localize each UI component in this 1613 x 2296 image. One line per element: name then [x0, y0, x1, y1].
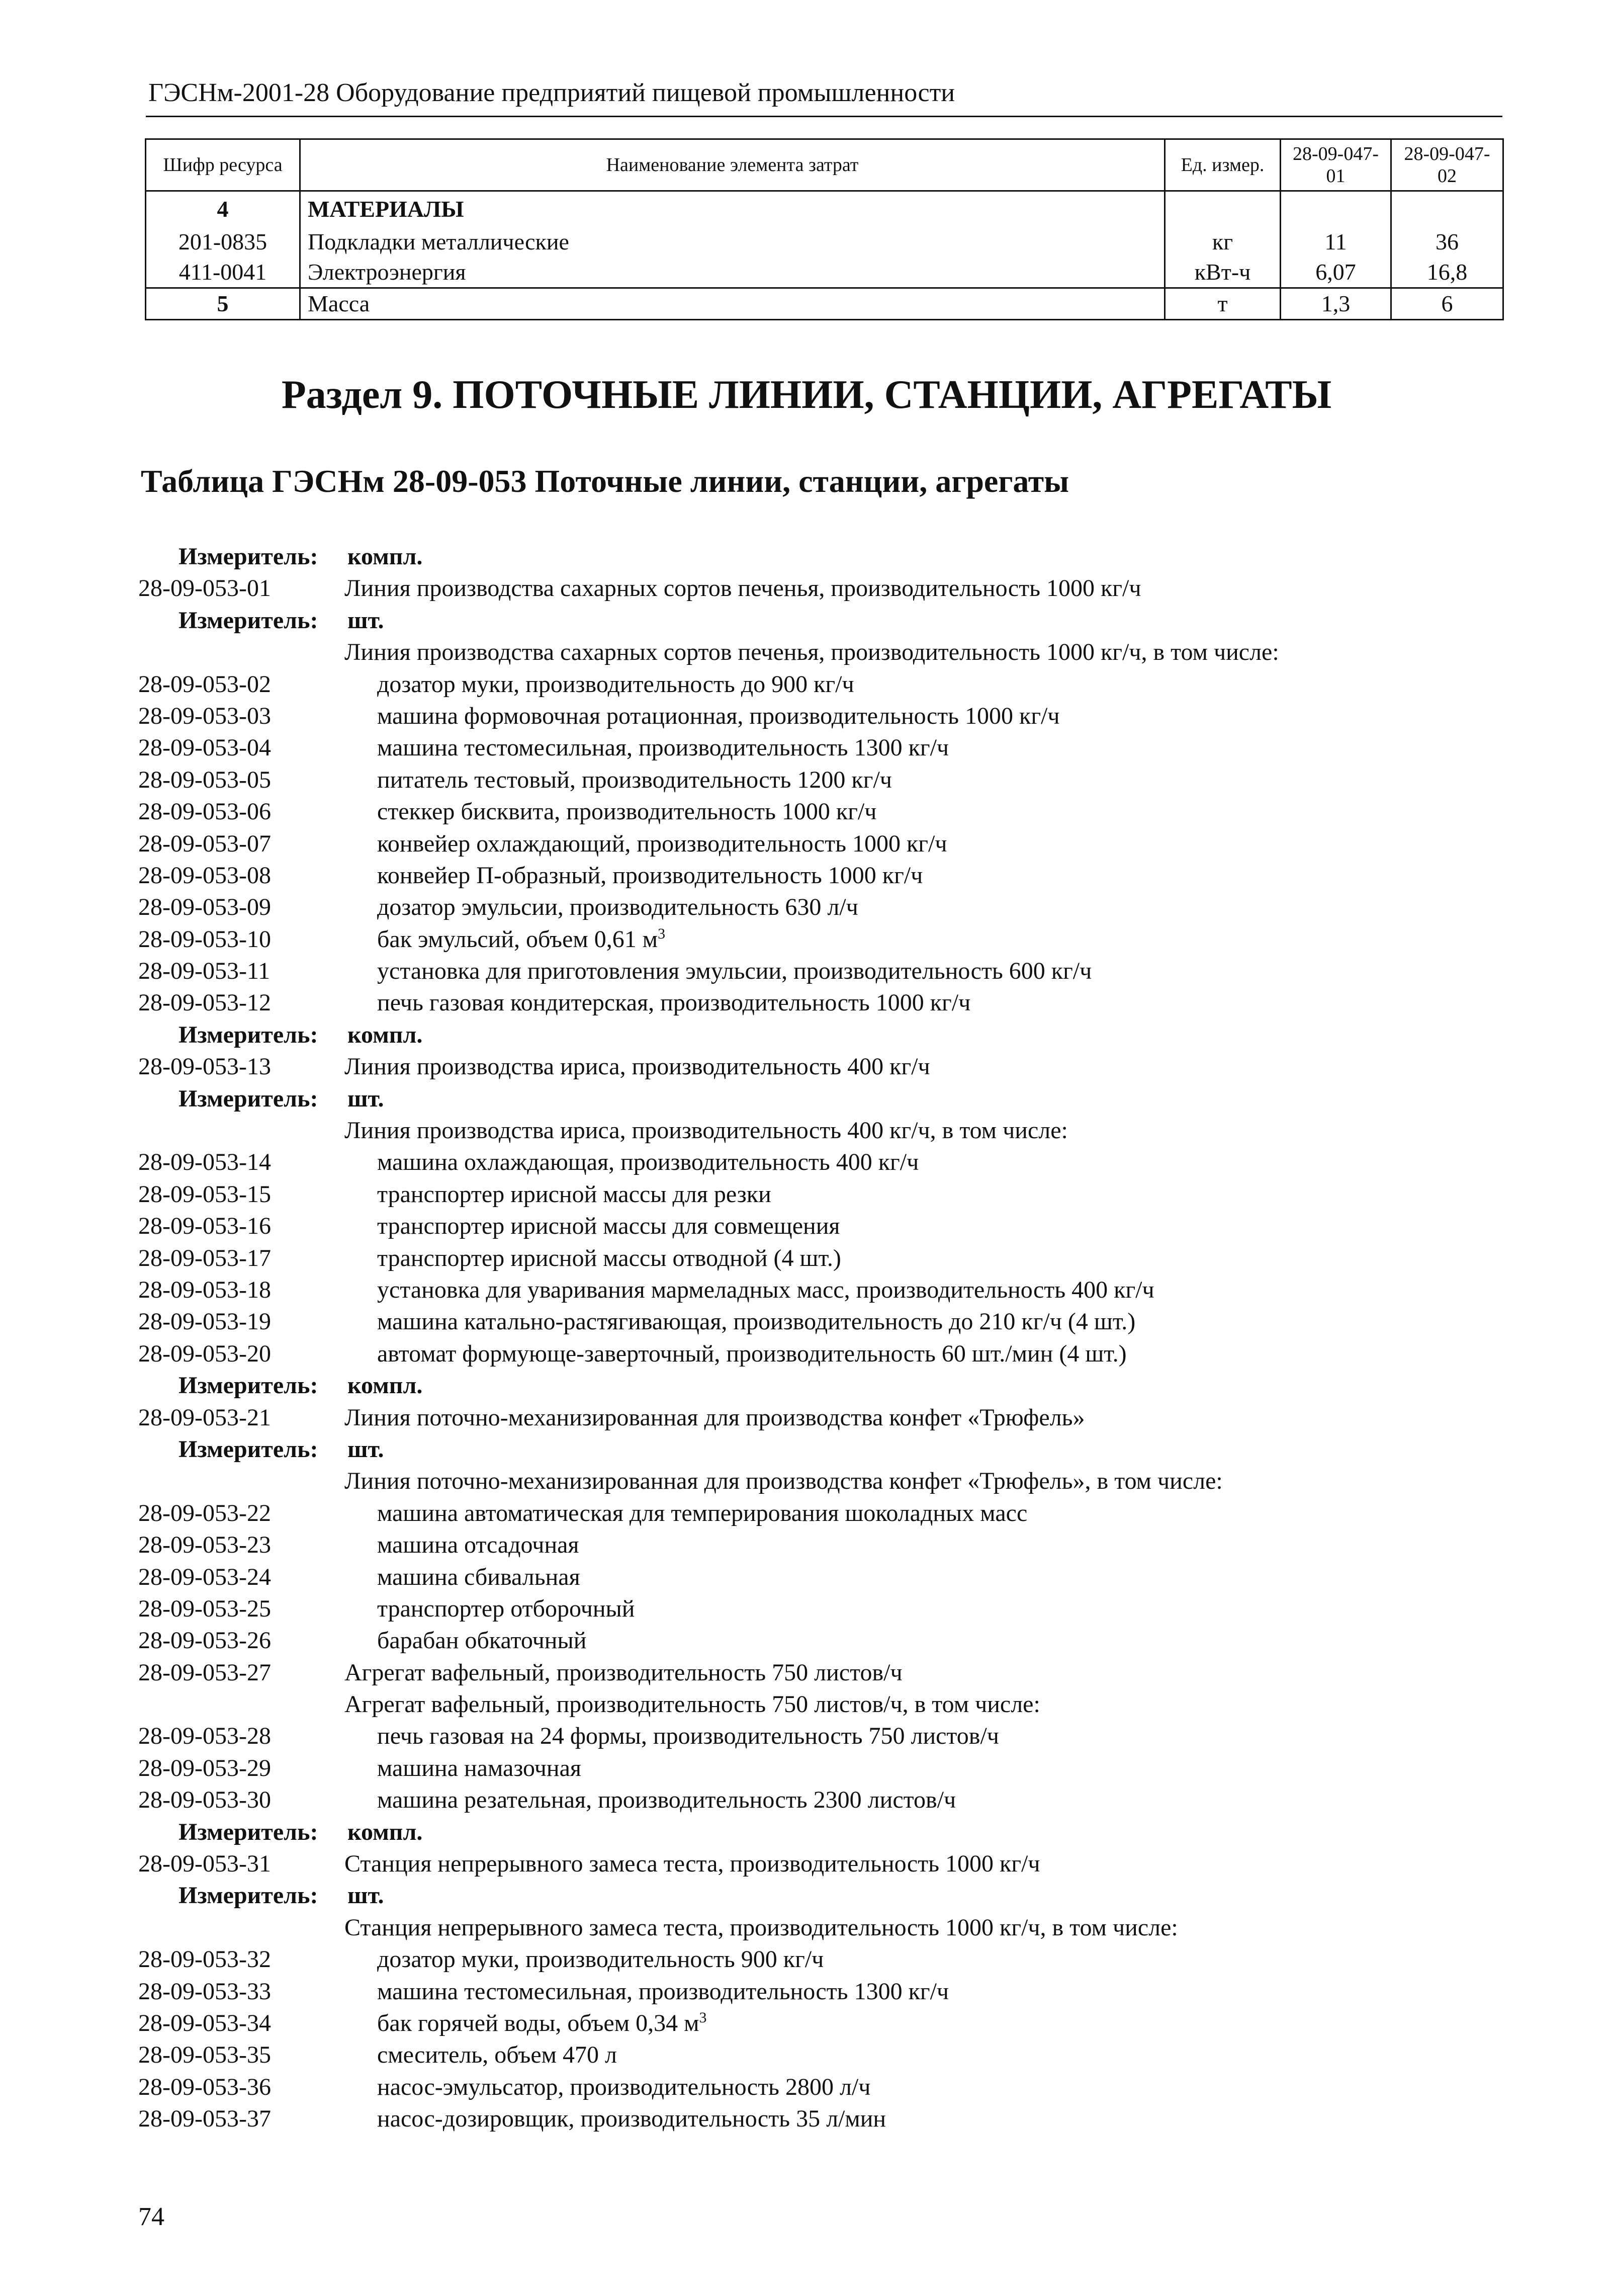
item-code: 28-09-053-35 — [138, 2042, 271, 2069]
list-item — [138, 1593, 1516, 1625]
measure-value: шт. — [347, 607, 384, 634]
measure-row — [138, 1816, 1516, 1848]
group-row — [138, 1465, 1516, 1497]
item-code: 28-09-053-37 — [138, 2105, 271, 2133]
item-name — [344, 1848, 1040, 1880]
list-item — [138, 1306, 1516, 1337]
measure-row — [138, 1433, 1516, 1465]
unit-superscript: 3 — [699, 2009, 707, 2026]
list-item — [138, 1720, 1516, 1752]
item-name — [344, 572, 1141, 604]
list-item — [138, 1051, 1516, 1082]
item-name — [377, 1529, 579, 1561]
item-name — [344, 1115, 1068, 1146]
item-code: 28-09-053-04 — [138, 734, 271, 761]
unit-superscript: 3 — [658, 925, 666, 942]
measure-value: компл. — [347, 1818, 423, 1845]
list-item — [138, 2103, 1516, 2135]
list-item — [138, 1848, 1516, 1880]
item-name-text: транспортер ирисной массы для резки — [377, 1180, 771, 1208]
measure-label: Измеритель: — [178, 1021, 318, 1048]
item-name-text: машина катально-растягивающая, производительность до 210 кг/ч (4 шт.) — [377, 1308, 1136, 1335]
measure-value: компл. — [347, 1372, 423, 1399]
item-name-text: автомат формующе-заверточный, производительность 60 шт./мин (4 шт.) — [377, 1340, 1127, 1367]
item-name — [377, 1306, 1135, 1337]
list-item — [138, 1657, 1516, 1688]
measure-value: шт. — [347, 1435, 384, 1463]
group-row — [138, 1912, 1516, 1943]
item-name-text: насос-эмульсатор, производительность 2800 л/ч — [377, 2073, 871, 2100]
item-code: 28-09-053-19 — [138, 1308, 271, 1335]
item-code: 28-09-053-16 — [138, 1213, 271, 1240]
item-name-text: Агрегат вафельный, производительность 750 листов/ч — [344, 1659, 903, 1686]
list-item — [138, 2007, 1516, 2039]
item-name-text: Линия производства сахарных сортов печенья, производительность 1000 кг/ч, в том числе: — [344, 639, 1279, 666]
item-name-text: машина резательная, производительность 2300 листов/ч — [377, 1787, 956, 1814]
item-code: 28-09-053-05 — [138, 766, 271, 793]
measure-value: шт. — [347, 1882, 384, 1909]
row-code: 201-0835 — [146, 227, 300, 257]
row-code: 411-0041 — [146, 257, 300, 288]
item-name-text: транспортер ирисной массы отводной (4 шт.) — [377, 1244, 841, 1271]
item-code: 28-09-053-28 — [138, 1723, 271, 1750]
row-code: 4 — [146, 191, 300, 227]
item-name — [344, 1657, 903, 1688]
item-name — [377, 891, 858, 923]
list-item — [138, 891, 1516, 923]
list-item — [138, 2071, 1516, 2103]
item-code: 28-09-053-08 — [138, 862, 271, 889]
measure-label: Измеритель: — [178, 1372, 318, 1399]
header-col2: 28-09-047-02 — [1391, 139, 1503, 191]
row-value-1 — [1281, 191, 1391, 227]
item-code: 28-09-053-01 — [138, 575, 271, 602]
item-name — [344, 1051, 930, 1082]
item-code: 28-09-053-21 — [138, 1404, 271, 1431]
item-name — [377, 668, 854, 700]
header-code: Шифр ресурса — [146, 139, 300, 191]
item-code: 28-09-053-13 — [138, 1053, 271, 1080]
item-name-text: дозатор муки, производительность 900 кг/ч — [377, 1946, 824, 1973]
header-col1: 28-09-047-01 — [1281, 139, 1391, 191]
item-name — [344, 1688, 1040, 1720]
item-code: 28-09-053-17 — [138, 1244, 271, 1271]
item-name-text: транспортер ирисной массы для совмещения — [377, 1213, 840, 1240]
resource-table — [145, 138, 1504, 320]
item-code: 28-09-053-09 — [138, 894, 271, 921]
item-name — [377, 2071, 870, 2103]
item-name — [377, 2039, 617, 2071]
item-name — [377, 1976, 949, 2007]
list-item — [138, 1274, 1516, 1306]
item-name-text: Линия производства сахарных сортов печенья, производительность 1000 кг/ч — [344, 575, 1141, 602]
item-name-text: машина отсадочная — [377, 1532, 579, 1559]
list-item — [138, 1178, 1516, 1210]
item-code: 28-09-053-10 — [138, 925, 271, 953]
norms-list — [138, 541, 1516, 2135]
item-name — [377, 1178, 771, 1210]
row-value-1: 1,3 — [1281, 288, 1391, 320]
list-item — [138, 1752, 1516, 1784]
item-name-text: машина тестомесильная, производительность 1300 кг/ч — [377, 734, 949, 761]
measure-label: Измеритель: — [178, 1818, 318, 1845]
list-item — [138, 1210, 1516, 1242]
item-name-text: стеккер бисквита, производительность 1000 кг/ч — [377, 798, 877, 825]
list-item — [138, 764, 1516, 796]
measure-row — [138, 1370, 1516, 1401]
item-name — [377, 2103, 886, 2135]
measure-label: Измеритель: — [178, 1435, 318, 1463]
row-value-1: 6,07 — [1281, 257, 1391, 288]
row-value-2: 6 — [1391, 288, 1503, 320]
item-name-text: установка для уваривания мармеладных масс, производительность 400 кг/ч — [377, 1276, 1154, 1303]
item-name-text: насос-дозировщик, производительность 35 л/мин — [377, 2105, 886, 2133]
list-item — [138, 828, 1516, 860]
item-name-text: Линия производства ириса, производительность 400 кг/ч — [344, 1053, 930, 1080]
item-name-text: конвейер охлаждающий, производительность 1000 кг/ч — [377, 830, 947, 857]
measure-label: Измеритель: — [178, 1882, 318, 1909]
list-item — [138, 860, 1516, 891]
item-code: 28-09-053-24 — [138, 1563, 271, 1590]
resource-table-header — [146, 139, 1503, 191]
item-name — [377, 987, 970, 1018]
item-name-text: дозатор муки, производительность до 900 кг/ч — [377, 670, 854, 698]
item-code: 28-09-053-26 — [138, 1627, 271, 1654]
list-item — [138, 796, 1516, 827]
row-unit: кВт-ч — [1165, 257, 1281, 288]
item-name — [377, 1752, 581, 1784]
item-name — [377, 860, 923, 891]
table-row — [146, 227, 1503, 257]
item-code: 28-09-053-20 — [138, 1340, 271, 1367]
measure-label: Измеритель: — [178, 1085, 318, 1112]
item-code: 28-09-053-30 — [138, 1787, 271, 1814]
item-name — [377, 796, 876, 827]
item-name — [377, 1625, 586, 1656]
item-name-text: установка для приготовления эмульсии, производительность 600 кг/ч — [377, 958, 1092, 985]
item-name-text: Линия поточно-механизированная для производства конфет «Трюфель» — [344, 1404, 1085, 1431]
measure-row — [138, 605, 1516, 636]
item-name-text: смеситель, объем 470 л — [377, 2042, 617, 2069]
item-code: 28-09-053-12 — [138, 989, 271, 1016]
item-name — [377, 1146, 919, 1178]
item-name — [377, 1210, 840, 1242]
item-name — [377, 732, 949, 763]
item-name-text: конвейер П-образный, производительность 1000 кг/ч — [377, 862, 923, 889]
list-item — [138, 987, 1516, 1018]
item-code: 28-09-053-03 — [138, 702, 271, 729]
list-item — [138, 1561, 1516, 1593]
header-rule — [146, 116, 1502, 117]
item-name-text: печь газовая кондитерская, производительность 1000 кг/ч — [377, 989, 971, 1016]
item-code: 28-09-053-36 — [138, 2073, 271, 2100]
item-name-text: машина формовочная ротационная, производительность 1000 кг/ч — [377, 702, 1060, 729]
item-code: 28-09-053-14 — [138, 1149, 271, 1176]
item-code: 28-09-053-07 — [138, 830, 271, 857]
item-name — [377, 764, 892, 796]
measure-label: Измеритель: — [178, 607, 318, 634]
item-name-text: Линия поточно-механизированная для производства конфет «Трюфель», в том числе: — [344, 1468, 1223, 1495]
section-title: Раздел 9. ПОТОЧНЫЕ ЛИНИИ, СТАНЦИИ, АГРЕГАТЫ — [281, 373, 1332, 417]
item-name — [377, 2007, 706, 2039]
row-value-2: 36 — [1391, 227, 1503, 257]
item-name-text: Линия производства ириса, производительность 400 кг/ч, в том числе: — [344, 1117, 1068, 1144]
list-item — [138, 923, 1516, 955]
item-code: 28-09-053-02 — [138, 670, 271, 698]
item-code: 28-09-053-06 — [138, 798, 271, 825]
item-name-text: печь газовая на 24 формы, производительность 750 листов/ч — [377, 1723, 999, 1750]
item-name-text: машина тестомесильная, производительность 1300 кг/ч — [377, 1978, 949, 2005]
list-item — [138, 1497, 1516, 1529]
item-name-text: питатель тестовый, производительность 1200 кг/ч — [377, 766, 892, 793]
item-name — [377, 1274, 1154, 1306]
header-name: Наименование элемента затрат — [300, 139, 1165, 191]
item-name-text: Агрегат вафельный, производительность 750 листов/ч, в том числе: — [344, 1691, 1040, 1718]
table-row — [146, 191, 1503, 227]
item-code: 28-09-053-31 — [138, 1850, 271, 1878]
item-code: 28-09-053-33 — [138, 1978, 271, 2005]
item-name — [377, 1338, 1127, 1370]
list-item — [138, 700, 1516, 732]
item-name-text: Станция непрерывного замеса теста, производительность 1000 кг/ч — [344, 1850, 1040, 1878]
list-item — [138, 955, 1516, 987]
item-code: 28-09-053-18 — [138, 1276, 271, 1303]
item-name-text: дозатор эмульсии, производительность 630 л/ч — [377, 894, 858, 921]
running-header: ГЭСНм-2001-28 Оборудование предприятий пищевой промышленности — [148, 78, 955, 107]
list-item — [138, 2039, 1516, 2071]
item-name — [377, 1593, 635, 1625]
item-name — [377, 1242, 841, 1274]
item-name-text: машина автоматическая для темперирования шоколадных масс — [377, 1499, 1028, 1526]
item-name — [377, 1784, 956, 1816]
row-name: Электроэнергия — [300, 257, 1165, 288]
measure-row — [138, 541, 1516, 572]
item-name-text: барабан обкаточный — [377, 1627, 587, 1654]
item-name — [377, 700, 1059, 732]
table-row — [146, 257, 1503, 288]
item-name — [377, 1943, 824, 1975]
item-code: 28-09-053-15 — [138, 1180, 271, 1208]
item-name — [377, 828, 947, 860]
list-item — [138, 1625, 1516, 1656]
item-name — [377, 1720, 999, 1752]
measure-row — [138, 1880, 1516, 1911]
page-number: 74 — [138, 2202, 164, 2231]
item-name-text: бак горячей воды, объем 0,34 м — [377, 2009, 699, 2036]
measure-value: компл. — [347, 1021, 423, 1048]
item-name — [377, 955, 1092, 987]
table-row — [146, 288, 1503, 320]
item-code: 28-09-053-34 — [138, 2009, 271, 2036]
list-item — [138, 1402, 1516, 1433]
item-code: 28-09-053-11 — [138, 958, 271, 985]
item-code: 28-09-053-29 — [138, 1754, 271, 1781]
item-name — [377, 1561, 580, 1593]
row-name: МАТЕРИАЛЫ — [300, 191, 1165, 227]
item-name — [344, 1912, 1178, 1943]
item-code: 28-09-053-23 — [138, 1532, 271, 1559]
row-name: Подкладки металлические — [300, 227, 1165, 257]
row-unit: кг — [1165, 227, 1281, 257]
list-item — [138, 1529, 1516, 1561]
item-name-text: Станция непрерывного замеса теста, производительность 1000 кг/ч, в том числе: — [344, 1914, 1178, 1941]
item-name — [377, 923, 665, 955]
list-item — [138, 1976, 1516, 2007]
list-item — [138, 1784, 1516, 1816]
item-name — [344, 1402, 1085, 1433]
item-name — [377, 1497, 1027, 1529]
list-item — [138, 1146, 1516, 1178]
item-name — [344, 636, 1279, 668]
list-item — [138, 1338, 1516, 1370]
list-item — [138, 572, 1516, 604]
list-item — [138, 732, 1516, 763]
row-name: Масса — [300, 288, 1165, 320]
row-code: 5 — [146, 288, 300, 320]
list-item — [138, 1242, 1516, 1274]
group-row — [138, 1688, 1516, 1720]
row-value-2: 16,8 — [1391, 257, 1503, 288]
item-name-text: машина намазочная — [377, 1754, 581, 1781]
measure-value: компл. — [347, 543, 423, 570]
row-value-1: 11 — [1281, 227, 1391, 257]
row-unit: т — [1165, 288, 1281, 320]
item-code: 28-09-053-22 — [138, 1499, 271, 1526]
item-code: 28-09-053-25 — [138, 1595, 271, 1622]
group-row — [138, 636, 1516, 668]
list-item — [138, 668, 1516, 700]
row-value-2 — [1391, 191, 1503, 227]
item-code: 28-09-053-27 — [138, 1659, 271, 1686]
item-name-text: транспортер отборочный — [377, 1595, 635, 1622]
item-name — [344, 1465, 1223, 1497]
group-row — [138, 1115, 1516, 1146]
measure-value: шт. — [347, 1085, 384, 1112]
measure-row — [138, 1083, 1516, 1115]
measure-label: Измеритель: — [178, 543, 318, 570]
header-unit: Ед. измер. — [1165, 139, 1281, 191]
list-item — [138, 1943, 1516, 1975]
measure-row — [138, 1019, 1516, 1051]
table-title: Таблица ГЭСНм 28-09-053 Поточные линии, станции, агрегаты — [141, 463, 1069, 499]
row-unit — [1165, 191, 1281, 227]
item-name-text: машина охлаждающая, производительность 400 кг/ч — [377, 1149, 919, 1176]
item-name-text: машина сбивальная — [377, 1563, 580, 1590]
item-name-text: бак эмульсий, объем 0,61 м — [377, 925, 658, 953]
item-code: 28-09-053-32 — [138, 1946, 271, 1973]
